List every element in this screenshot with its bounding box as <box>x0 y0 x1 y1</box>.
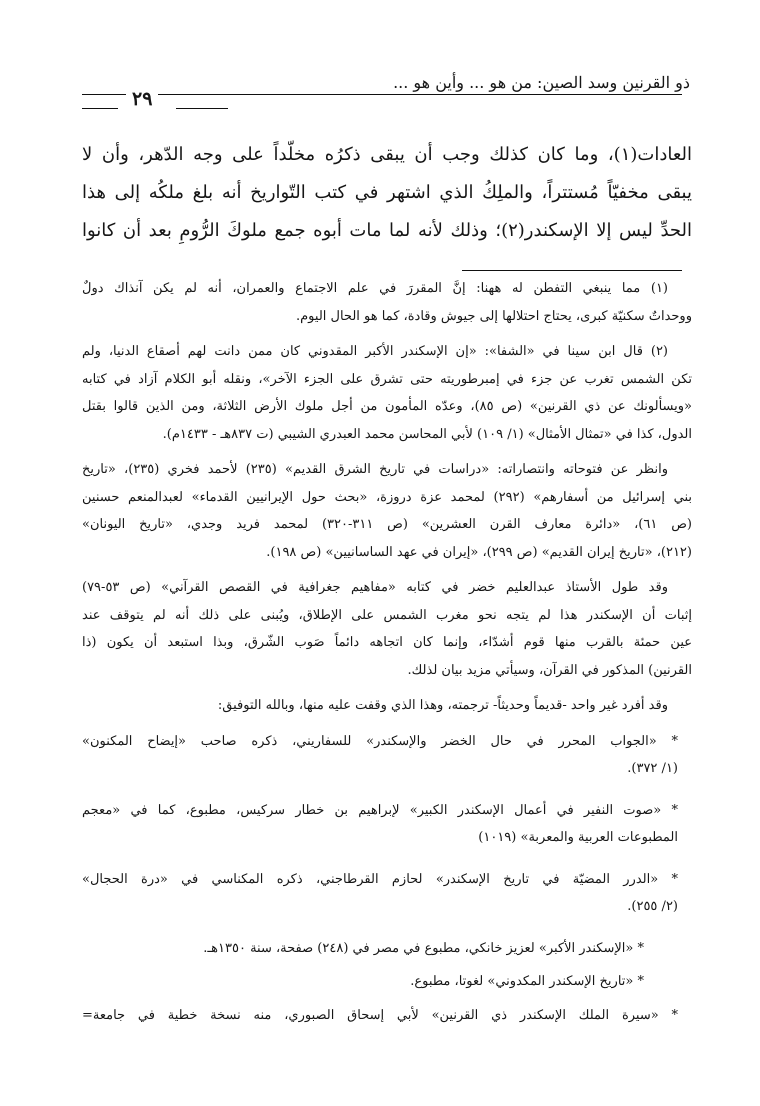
footnote-line: «ويسألونك عن ذي القرنين» (ص ٨٥)، وعدّه المأمون من أجل ملوك الأرض الثلاثة، ومن الذين قالوا بقتل <box>82 399 692 414</box>
footnote-paragraph-biographies <box>82 692 692 720</box>
bibliography-item <box>82 797 692 852</box>
footnote-line: * «سيرة الملك الإسكندر ذي القرنين» لأبي إسحاق الصبوري، منه نسخة خطية في جامعة= <box>82 1007 678 1023</box>
footnote-line: وانظر عن فتوحاته وانتصاراته: «دراسات في تاريخ الشرق القديم» (٢٣٥) لأحمد فخري (٢٣٥)، «تاريخ <box>82 462 668 477</box>
footnote-line: القرنين) المذكور في القرآن، وسيأتي مزيد بيان لذلك. <box>407 662 692 678</box>
footnote-line: (٢) قال ابن سينا في «الشفا»: «إن الإسكندر الأكبر المقدوني كان ممن دانت لهم أصقاع الدنيا، ولم <box>82 344 668 359</box>
main-text-line: الحدِّ ليس إلا الإسكندر(٢)؛ وذلك لأنه لما مات أبوه جمع ملوكَ الرُّومِ بعد أن كانوا <box>82 220 693 241</box>
footnote-line: المطبوعات العربية والمعربة» (١٠١٩) <box>478 830 678 845</box>
footnote-line: (٢/ ٢٥٥). <box>627 899 678 914</box>
footnote-line: ووحداتٌ سكنيّة كبرى، يحتاج احتلالها إلى جيوش وقادة، كما هو الحال اليوم. <box>296 308 692 324</box>
footnote-1 <box>82 275 692 330</box>
main-text <box>82 136 692 250</box>
footnotes <box>82 275 692 1029</box>
bibliography-item <box>82 866 692 921</box>
footnote-line: * «الدرر المضيّة في تاريخ الإسكندر» لحازم القرطاجني، ذكره المكناسي في «درة الحجال» <box>82 871 678 887</box>
document-page <box>82 64 693 1043</box>
footnote-line: وقد أفرد غير واحد -قديماً وحديثاً- ترجمته، وهذا الذي وقفت عليه منها، وبالله التوفيق: <box>217 698 668 713</box>
bibliography-item <box>82 968 692 996</box>
footnote-line: * «تاريخ الإسكندر المكدوني» لغوتا، مطبوع. <box>410 974 644 989</box>
footnote-line: عين حمئة بالقرب منها قوم أشدّاء، وإنما كان اتجاهه دائماً صَوب الشّرق، وبذا استبعد أن يكون (ذا <box>82 635 692 650</box>
page-number-dash-right <box>176 108 228 109</box>
bibliography-item <box>82 1002 692 1030</box>
footnote-separator <box>462 270 682 271</box>
footnote-line: * «الإسكندر الأكبر» لعزيز خانكي، مطبوع في مصر في (٢٤٨) صفحة، سنة ١٣٥٠هـ. <box>203 940 644 956</box>
main-text-line: يبقى مخفيّاً مُستتراً، والملِكُ الذي اشتهر في كتب التّواريخ أنه بلغ ملكُه إلى هذا <box>82 182 692 203</box>
page-number-row <box>82 88 682 122</box>
bibliography-item <box>82 935 692 963</box>
footnote-line: تكن الشمس تغرب عن جزء في إمبرطوريته حتى تشرق على الجزء الآخر»، ونقله أبو الكلام آزاد في كتابه <box>82 371 692 387</box>
footnote-line: إثبات أن الإسكندر هذا لم يتجه نحو مغرب الشمس على الإطلاق، ويُبنى على ذلك أنه لم يتوقف عند <box>82 607 692 623</box>
page-number-dash-left <box>82 108 118 109</box>
footnote-line: (ص ٦١)، «دائرة معارف القرن العشرين» (ص ٣١١-٣٢٠) لمحمد فريد وجدي، «تاريخ اليونان» <box>82 517 693 532</box>
footnote-line: وقد طول الأستاذ عبدالعليم خضر في كتابه «مفاهيم جغرافية في القصص القرآني» (ص ٥٣-٧٩) <box>82 580 668 595</box>
main-text-line: العادات(١)، وما كان كذلك وجب أن يبقى ذكرُه مخلّداً على وجه الدّهر، وأن لا <box>82 144 692 165</box>
footnote-paragraph-khidr <box>82 574 692 684</box>
footnote-line: (١) مما ينبغي التفطن له ههنا: إنَّ المقررَ في علم الاجتماع والعمران، أنه لم يكن آنذاك دولٌ <box>82 281 668 296</box>
page-number: ٢٩ <box>126 88 158 110</box>
footnote-line: بني إسرائيل من أسفارهم» (٢٩٢) لمحمد عزة دروزة، «بحث حول الإيرانيين القدماء» لعبدالمنعم حسنين <box>82 489 693 505</box>
footnote-line: (١/ ٣٧٢). <box>627 761 678 776</box>
footnote-paragraph-sources <box>82 456 692 566</box>
footnote-line: * «صوت النفير في أعمال الإسكندر الكبير» لإبراهيم بن خطار سركيس، مطبوع، كما في «معجم <box>82 802 678 818</box>
footnote-line: الدول، كذا في «تمثال الأمثال» (١/ ١٠٩) لأبي المحاسن محمد العبدري الشيبي (ت ٨٣٧هـ - ١٤٣٣م). <box>162 426 692 442</box>
running-title: ذو القرنين وسد الصين: من هو ... وأين هو ... <box>393 73 690 92</box>
bibliography-item <box>82 728 692 783</box>
running-header <box>82 64 690 94</box>
footnote-line: (٢١٢)، «تاريخ إيران القديم» (ص ٢٩٩)، «إيران في عهد الساسانيين» (ص ١٩٨). <box>266 544 692 560</box>
footnote-line: * «الجواب المحرر في حال الخضر والإسكندر» للسفاريني، ذكره صاحب «إيضاح المكنون» <box>82 733 678 749</box>
footnote-2 <box>82 338 692 448</box>
